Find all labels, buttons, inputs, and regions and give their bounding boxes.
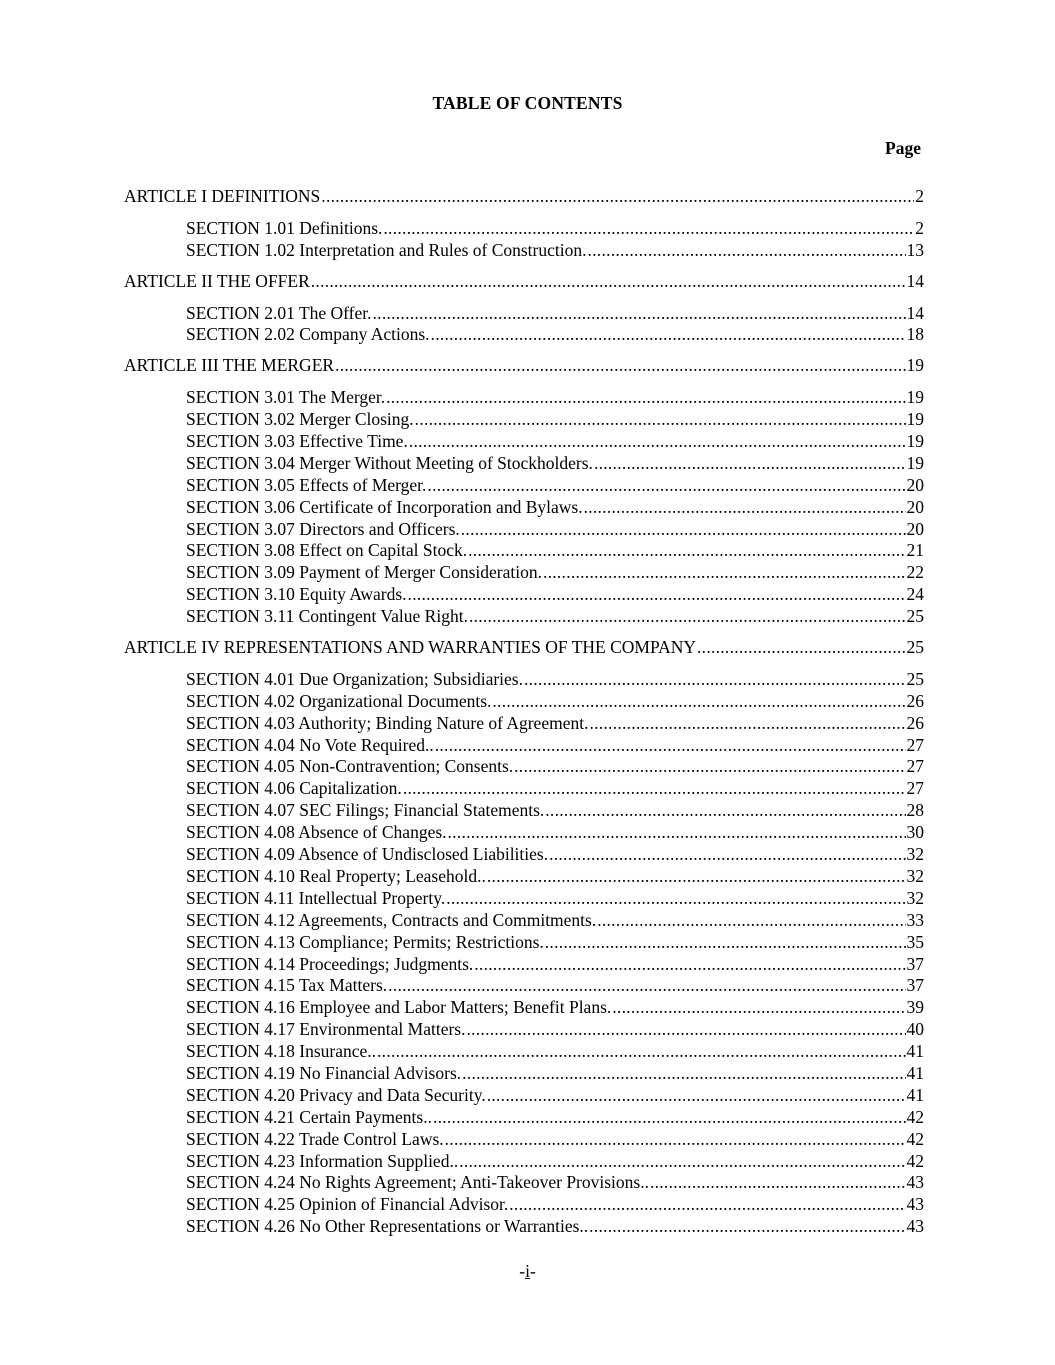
page-number: 14 [906, 270, 924, 291]
toc-section-entry[interactable] [124, 584, 924, 606]
toc-title: TABLE OF CONTENTS [432, 93, 623, 113]
page-number: 39 [906, 997, 924, 1018]
page-number: 19 [906, 387, 924, 408]
section-title: SECTION 3.02 Merger Closing. [186, 409, 414, 430]
page-number: 32 [906, 865, 924, 886]
page-number: 41 [906, 1062, 924, 1083]
dot-leader [415, 409, 906, 431]
section-title: SECTION 3.10 Equity Awards. [186, 584, 407, 605]
page-number: 40 [906, 1019, 924, 1040]
toc-article-group [124, 637, 924, 1238]
toc-section-entry[interactable] [124, 954, 924, 976]
toc-section-entry[interactable] [124, 756, 924, 778]
page-number: 27 [906, 756, 924, 777]
toc-section-entry[interactable] [124, 800, 924, 822]
section-title: SECTION 3.05 Effects of Merger. [186, 474, 427, 495]
page-number: 28 [906, 800, 924, 821]
dot-leader [461, 519, 906, 541]
section-title: SECTION 4.03 Authority; Binding Nature of Agreement. [186, 712, 589, 733]
section-title: SECTION 3.08 Effect on Capital Stock. [186, 540, 468, 561]
section-title: SECTION 4.02 Organizational Documents. [186, 690, 492, 711]
toc-section-entry[interactable] [124, 1019, 924, 1041]
page-number: 14 [906, 302, 924, 323]
section-title: SECTION 4.18 Insurance.. [186, 1041, 377, 1062]
toc-section-entry[interactable] [124, 1216, 924, 1238]
section-title: SECTION 4.22 Trade Control Laws. [186, 1128, 444, 1149]
section-title: SECTION 4.07 SEC Filings; Financial Statements. [186, 800, 545, 821]
dot-leader [408, 584, 906, 606]
dot-leader [403, 778, 906, 800]
toc-article-entry[interactable] [124, 186, 924, 208]
toc-section-entry[interactable] [124, 475, 924, 497]
page-number: 19 [906, 431, 924, 452]
page-number: 42 [906, 1106, 924, 1127]
page-number: 37 [906, 975, 924, 996]
toc-section-entry[interactable] [124, 1041, 924, 1063]
section-title: SECTION 3.04 Merger Without Meeting of Stockholders. [186, 452, 593, 473]
page-number: 32 [906, 887, 924, 908]
section-title: SECTION 3.07 Directors and Officers. [186, 518, 460, 539]
toc-section-entry[interactable] [124, 910, 924, 932]
page-number: 25 [906, 637, 924, 658]
toc-section-entry[interactable] [124, 1129, 924, 1151]
toc-article-group [124, 355, 924, 628]
section-title: SECTION 4.17 Environmental Matters. [186, 1019, 466, 1040]
page-number: 27 [906, 778, 924, 799]
toc-section-entry[interactable] [124, 387, 924, 409]
section-title: SECTION 4.01 Due Organization; Subsidiaries. [186, 668, 523, 689]
dot-leader [388, 975, 905, 997]
page-number: 43 [906, 1216, 924, 1237]
page-number: 35 [906, 931, 924, 952]
toc-section-entry[interactable] [124, 240, 924, 262]
section-title: SECTION 4.11 Intellectual Property. [186, 887, 446, 908]
toc-section-entry[interactable] [124, 888, 924, 910]
dot-leader [321, 186, 914, 208]
dot-leader [373, 303, 906, 325]
toc-section-entry[interactable] [124, 713, 924, 735]
section-title: SECTION 4.14 Proceedings; Judgments. [186, 953, 474, 974]
dot-leader [427, 475, 905, 497]
article-title: ARTICLE III THE MERGER [124, 355, 335, 376]
article-title: ARTICLE IV REPRESENTATIONS AND WARRANTIES OF THE COMPANY [124, 637, 697, 658]
section-title: SECTION 4.13 Compliance; Permits; Restrictions. [186, 931, 544, 952]
toc-section-entry[interactable] [124, 866, 924, 888]
page-number: 20 [906, 518, 924, 539]
dot-leader [545, 932, 906, 954]
section-title: SECTION 3.01 The Merger. [186, 387, 386, 408]
page-number: 27 [906, 734, 924, 755]
dot-leader [468, 540, 905, 562]
toc-article-group [124, 271, 924, 347]
dot-leader [487, 1085, 906, 1107]
toc-section-entry[interactable] [124, 540, 924, 562]
section-title: SECTION 4.06 Capitalization. [186, 778, 402, 799]
dot-leader [594, 453, 906, 475]
page-number: 26 [906, 712, 924, 733]
dot-leader [335, 355, 905, 377]
toc-article-entry[interactable] [124, 637, 924, 659]
table-of-contents [124, 186, 924, 1247]
section-title: SECTION 3.11 Contingent Value Right. [186, 606, 468, 627]
section-title: SECTION 1.02 Interpretation and Rules of Construction. [186, 239, 587, 260]
toc-section-entry[interactable] [124, 562, 924, 584]
dot-leader [445, 1129, 906, 1151]
dot-leader [509, 1194, 905, 1216]
section-title: SECTION 4.25 Opinion of Financial Advisor. [186, 1194, 509, 1215]
dot-leader [311, 271, 906, 293]
dot-leader [589, 1216, 905, 1238]
toc-article-group [124, 186, 924, 262]
page-number: 43 [906, 1194, 924, 1215]
dot-leader [435, 735, 906, 757]
toc-section-entry[interactable] [124, 735, 924, 757]
section-title: SECTION 4.23 Information Supplied.. [186, 1150, 459, 1171]
page-number: 2 [915, 217, 924, 238]
page-footer [0, 1261, 1055, 1282]
toc-section-entry[interactable] [124, 497, 924, 519]
page-number: 30 [906, 822, 924, 843]
dot-leader [446, 888, 905, 910]
toc-section-entry[interactable] [124, 822, 924, 844]
section-title: SECTION 4.20 Privacy and Data Security. [186, 1084, 486, 1105]
dot-leader [545, 800, 905, 822]
toc-section-entry[interactable] [124, 932, 924, 954]
section-title: SECTION 4.10 Real Property; Leasehold.. [186, 865, 486, 886]
dot-leader [409, 431, 906, 453]
dot-leader [469, 606, 906, 628]
page-number: 25 [906, 668, 924, 689]
toc-section-entry[interactable] [124, 691, 924, 713]
toc-section-entry[interactable] [124, 669, 924, 691]
section-title: SECTION 4.05 Non-Contravention; Consents. [186, 756, 514, 777]
dot-leader [386, 387, 905, 409]
toc-section-entry[interactable] [124, 1151, 924, 1173]
page-number: 19 [906, 452, 924, 473]
page-number: 25 [906, 606, 924, 627]
page-number: 19 [906, 355, 924, 376]
page-number: 37 [906, 953, 924, 974]
footer-page-number: i [525, 1261, 530, 1281]
page-number: 24 [906, 584, 924, 605]
section-title: SECTION 3.06 Certificate of Incorporation and Bylaws. [186, 496, 583, 517]
dot-leader [650, 1172, 906, 1194]
toc-section-entry[interactable] [124, 218, 924, 240]
toc-section-entry[interactable] [124, 606, 924, 628]
page-number: 13 [906, 239, 924, 260]
dot-leader [588, 240, 906, 262]
section-title: SECTION 4.12 Agreements, Contracts and Commitments. [186, 909, 597, 930]
section-title: SECTION 4.15 Tax Matters. [186, 975, 388, 996]
section-title: SECTION 4.08 Absence of Changes. [186, 822, 447, 843]
section-title: SECTION 2.02 Company Actions. [186, 324, 430, 345]
section-title: SECTION 4.09 Absence of Undisclosed Liabilities. [186, 844, 549, 865]
section-title: SECTION 4.16 Employee and Labor Matters; Benefit Plans. [186, 997, 612, 1018]
page-number: 19 [906, 409, 924, 430]
dot-leader [612, 997, 905, 1019]
toc-section-entry[interactable] [124, 409, 924, 431]
page-number: 32 [906, 844, 924, 865]
toc-section-entry[interactable] [124, 1194, 924, 1216]
dot-leader [492, 691, 905, 713]
dot-leader [462, 1063, 905, 1085]
page-number: 22 [906, 562, 924, 583]
section-title: SECTION 4.21 Certain Payments.. [186, 1106, 432, 1127]
toc-section-entry[interactable] [124, 453, 924, 475]
dot-leader [474, 954, 905, 976]
footer-prefix: - [519, 1261, 526, 1281]
footer-suffix: - [529, 1261, 536, 1281]
dot-leader [433, 1107, 906, 1129]
section-title: SECTION 4.24 No Rights Agreement; Anti-Takeover Provisions.. [186, 1172, 649, 1193]
article-title: ARTICLE II THE OFFER [124, 270, 310, 291]
toc-section-entry[interactable] [124, 1107, 924, 1129]
page-number: 26 [906, 690, 924, 711]
dot-leader [584, 497, 906, 519]
dot-leader [543, 562, 906, 584]
toc-section-entry[interactable] [124, 1172, 924, 1194]
toc-section-entry[interactable] [124, 1063, 924, 1085]
toc-article-entry[interactable] [124, 271, 924, 293]
section-title: SECTION 2.01 The Offer. [186, 302, 372, 323]
dot-leader [448, 822, 906, 844]
page-number: 42 [906, 1150, 924, 1171]
toc-section-entry[interactable] [124, 844, 924, 866]
page-number: 2 [915, 186, 924, 206]
dot-leader [514, 756, 905, 778]
toc-section-entry[interactable] [124, 519, 924, 541]
toc-section-entry[interactable] [124, 431, 924, 453]
dot-leader [487, 866, 906, 888]
page-number: 21 [906, 540, 924, 561]
toc-section-entry[interactable] [124, 997, 924, 1019]
dot-leader [377, 1041, 905, 1063]
page-number: 43 [906, 1172, 924, 1193]
page-number: 20 [906, 474, 924, 495]
toc-section-entry[interactable] [124, 324, 924, 346]
page-number: 42 [906, 1128, 924, 1149]
page-column-label: Page [885, 138, 921, 158]
section-title: SECTION 3.03 Effective Time. [186, 431, 408, 452]
section-title: SECTION 3.09 Payment of Merger Consideration. [186, 562, 542, 583]
page-number: 18 [906, 324, 924, 345]
section-title: SECTION 4.19 No Financial Advisors. [186, 1062, 462, 1083]
page-number: 41 [906, 1041, 924, 1062]
dot-leader [524, 669, 906, 691]
toc-section-entry[interactable] [124, 975, 924, 997]
toc-section-entry[interactable] [124, 1085, 924, 1107]
section-title: SECTION 4.04 No Vote Required.. [186, 734, 434, 755]
toc-section-entry[interactable] [124, 778, 924, 800]
section-title: SECTION 4.26 No Other Representations or Warranties.. [186, 1216, 589, 1237]
dot-leader [466, 1019, 905, 1041]
toc-article-entry[interactable] [124, 355, 924, 377]
dot-leader [549, 844, 905, 866]
page-number: 33 [906, 909, 924, 930]
dot-leader [383, 218, 914, 240]
dot-leader [597, 910, 905, 932]
section-title: SECTION 1.01 Definitions. [186, 217, 383, 238]
dot-leader [589, 713, 905, 735]
dot-leader [697, 637, 905, 659]
page-number: 20 [906, 496, 924, 517]
article-title: ARTICLE I DEFINITIONS [124, 186, 321, 206]
dot-leader [431, 324, 906, 346]
toc-section-entry[interactable] [124, 303, 924, 325]
page-number: 41 [906, 1084, 924, 1105]
dot-leader [459, 1151, 905, 1173]
